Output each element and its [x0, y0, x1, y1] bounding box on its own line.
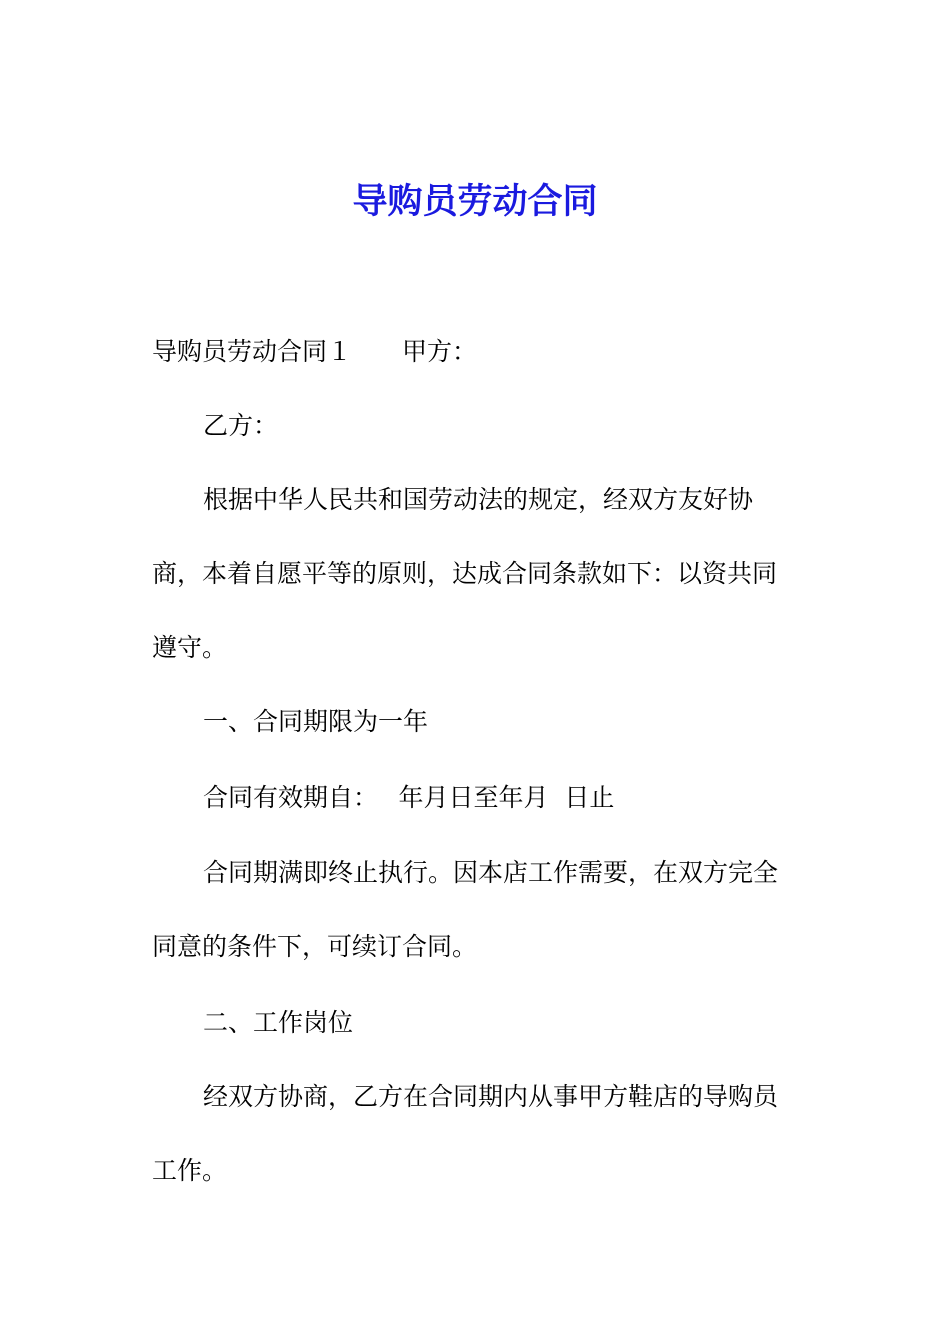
section-heading-position: 二、工作岗位: [203, 1008, 354, 1037]
party-b-line: 乙方：: [203, 411, 279, 440]
paragraph-line: 遵守。: [152, 633, 228, 662]
contract-heading-line: 导购员劳动合同１ 甲方：: [152, 337, 478, 366]
paragraph-line: 工作。: [152, 1156, 228, 1185]
section-heading-term: 一、合同期限为一年: [203, 707, 429, 736]
paragraph-line: 经双方协商，乙方在合同期内从事甲方鞋店的导购员: [203, 1082, 779, 1111]
paragraph-line: 同意的条件下，可续订合同。: [152, 932, 478, 961]
paragraph-line: 根据中华人民共和国劳动法的规定，经双方友好协: [203, 485, 754, 514]
paragraph-line: 商，本着自愿平等的原则，达成合同条款如下：以资共同: [152, 559, 778, 588]
validity-period-line: 合同有效期自： 年月日至年月 日止: [203, 783, 615, 812]
paragraph-line: 合同期满即终止执行。因本店工作需要，在双方完全: [203, 858, 779, 887]
document-title: 导购员劳动合同: [352, 182, 598, 222]
